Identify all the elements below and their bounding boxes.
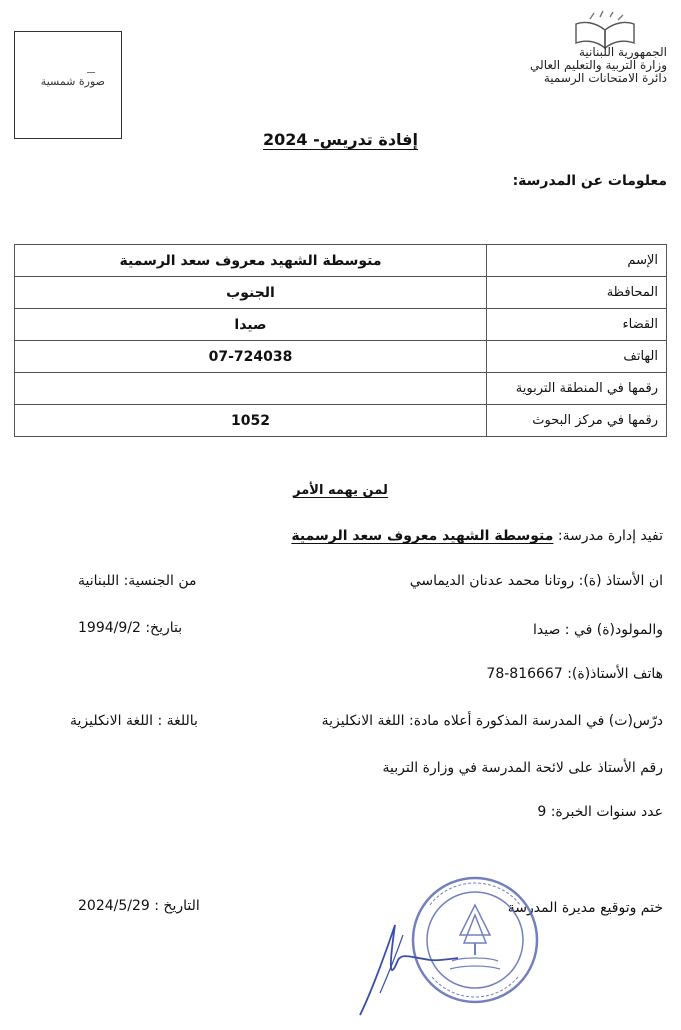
row-label: الهاتف (487, 341, 667, 373)
row-label: رقمها في المنطقة التربوية (487, 373, 667, 405)
teacher-subject: درّس(ت) في المدرسة المذكورة أعلاه مادة: اللغة الانكليزية (321, 713, 663, 729)
table-row (15, 405, 667, 437)
school-admin-prefix: تفيد إدارة مدرسة: (557, 528, 663, 544)
concern-heading: لمن يهمه الأمر (293, 483, 388, 498)
certificate-date: التاريخ : 2024/5/29 (78, 898, 200, 914)
teacher-phone: هاتف الأستاذ(ة): 816667-78 (486, 666, 663, 682)
row-value: 07-724038 (15, 341, 487, 373)
school-admin-line (291, 528, 663, 544)
small-mark (87, 72, 95, 73)
teacher-registry-number: رقم الأستاذ على لائحة المدرسة في وزارة التربية (382, 760, 663, 776)
signature-scribble (360, 925, 458, 1015)
row-value: متوسطة الشهيد معروف سعد الرسمية (15, 245, 487, 277)
row-value: صيدا (15, 309, 487, 341)
document-title-wrap (0, 130, 681, 149)
school-info-table (14, 244, 667, 437)
header-line-ministry: وزارة التربية والتعليم العالي (530, 58, 667, 72)
photo-placeholder-box (14, 31, 122, 139)
table-row (15, 309, 667, 341)
teacher-name: ان الأستاذ (ة): روتانا محمد عدنان الديماسي (409, 573, 663, 589)
row-label: الإسم (487, 245, 667, 277)
school-section-title: معلومات عن المدرسة: (512, 173, 667, 189)
row-value: الجنوب (15, 277, 487, 309)
row-label: القضاء (487, 309, 667, 341)
teacher-birth-date: بتاريخ: 1994/9/2 (78, 620, 183, 636)
teacher-birth-place: والمولود(ة) في : صيدا (532, 622, 663, 638)
school-stamp (413, 878, 537, 1002)
document-title: إفادة تدريس- 2024 (262, 130, 419, 149)
row-label: رقمها في مركز البحوث (487, 405, 667, 437)
ministry-header (530, 46, 667, 85)
stamp-signature-label: ختم وتوقيع مديرة المدرسة (507, 900, 663, 916)
row-value: 1052 (15, 405, 487, 437)
table-row (15, 373, 667, 405)
teacher-language: باللغة : اللغة الانكليزية (70, 713, 198, 729)
concern-heading-wrap (0, 483, 681, 498)
table-row (15, 277, 667, 309)
row-label: المحافظة (487, 277, 667, 309)
header-line-department: دائرة الامتحانات الرسمية (543, 71, 667, 85)
table-row (15, 341, 667, 373)
teacher-nationality: من الجنسية: اللبنانية (78, 573, 197, 589)
school-admin-name: متوسطة الشهيد معروف سعد الرسمية (291, 528, 554, 544)
school-stamp-signature (340, 865, 570, 1030)
photo-label: صورة شمسية (40, 75, 105, 88)
table-row (15, 245, 667, 277)
header-line-republic: الجمهورية اللبنانية (578, 45, 667, 59)
teacher-experience: عدد سنوات الخبرة: 9 (537, 804, 663, 820)
row-value (15, 373, 487, 405)
